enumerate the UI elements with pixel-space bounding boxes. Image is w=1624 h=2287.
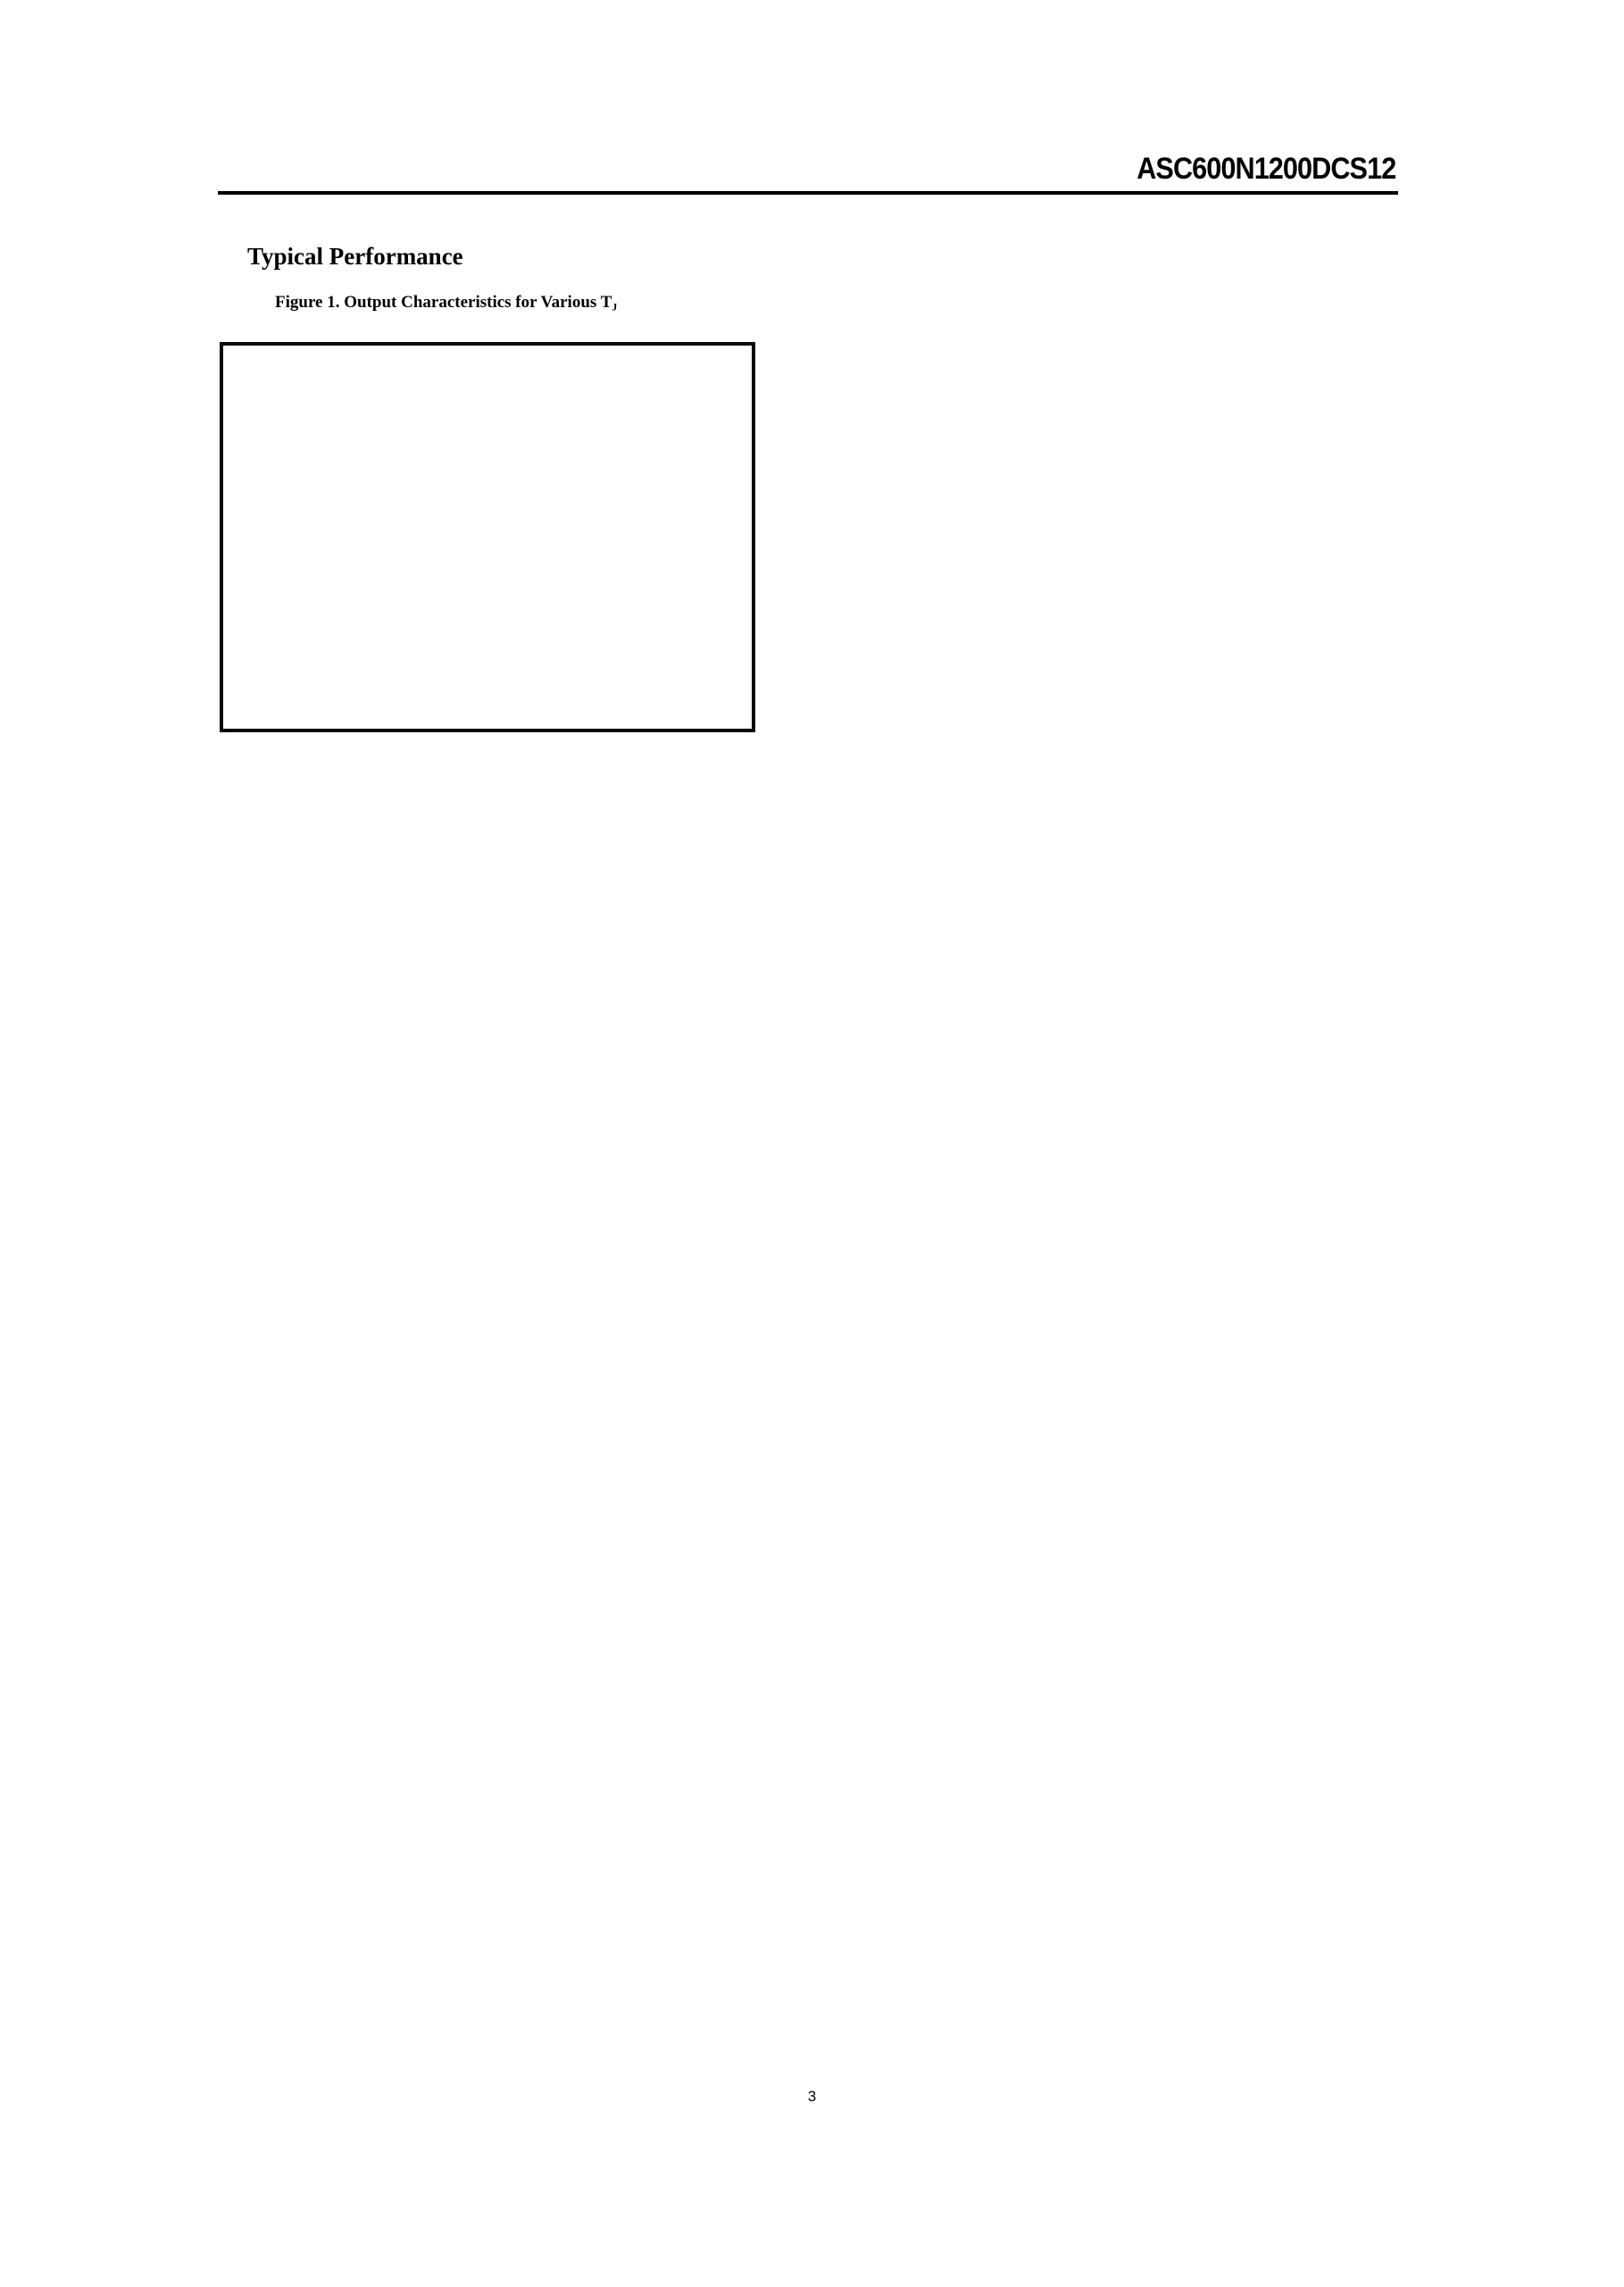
page-number: 3 xyxy=(807,2088,817,2105)
figure-caption-1: Figure 1. Output Characteristics for Various $T_J$ xyxy=(275,293,618,313)
part-number-header: ASC600N1200DCS12 xyxy=(1136,152,1395,186)
section-title: Typical Performance xyxy=(247,243,463,270)
figure-1-frame xyxy=(220,342,755,732)
figure-1-plot-region xyxy=(223,346,752,729)
header-rule xyxy=(218,191,1398,195)
